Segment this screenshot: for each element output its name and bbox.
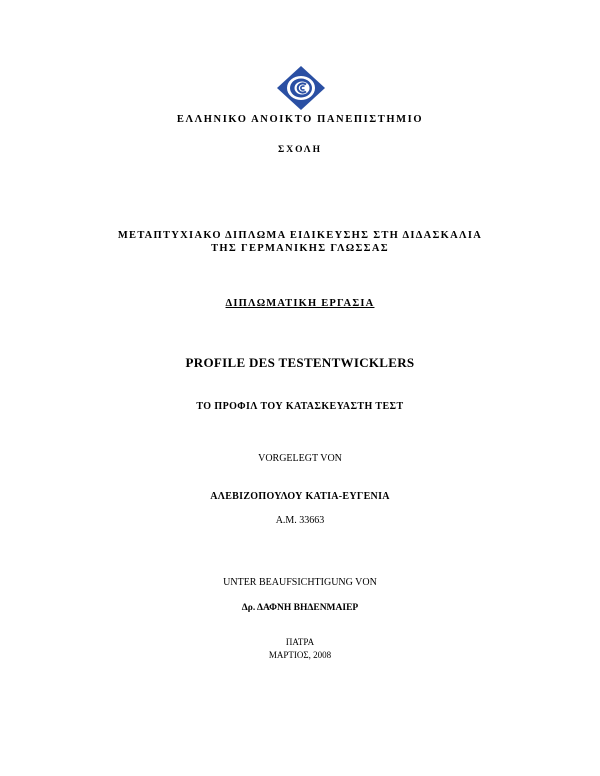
student-id: A.M. 33663 — [275, 515, 325, 526]
thesis-type — [0, 298, 600, 309]
author-name: ΑΛΕΒΙΖΟΠΟΥΛΟΥ ΚΑΤΙΑ-ΕΥΓΕΝΙΑ — [210, 491, 390, 502]
school-name: ΣΧΟΛΗ — [278, 145, 322, 155]
program-title-line-1: ΜΕΤΑΠΤΥΧΙΑΚΟ ΔΙΠΛΩΜΑ ΕΙΔΙΚΕΥΣΗΣ ΣΤΗ ΔΙΔΑΣΚΑΛΙΑ — [117, 230, 483, 241]
university-emblem-icon — [277, 66, 325, 110]
city: ΠΑΤΡΑ — [285, 637, 315, 647]
date: ΜΑΡΤΙΟΣ, 2008 — [268, 650, 332, 660]
program-title-line-2: ΤΗΣ ΓΕΡΜΑΝΙΚΗΣ ΓΛΩΣΣΑΣ — [211, 243, 389, 254]
submitted-by-label: VORGELEGT VON — [258, 453, 342, 464]
thesis-title-german: PROFILE DES TESTENTWICKLERS — [185, 355, 415, 370]
supervisor-name: Δρ. ΔΑΦΝΗ ΒΗΔΕΝΜΑΙΕΡ — [241, 603, 359, 613]
thesis-title-greek: ΤΟ ΠΡΟΦΙΛ ΤΟΥ ΚΑΤΑΣΚΕΥΑΣΤΗ ΤΕΣΤ — [196, 401, 404, 412]
thesis-type-text: ΔΙΠΛΩΜΑΤΙΚΗ ΕΡΓΑΣΙΑ — [225, 298, 375, 309]
university-name: ΕΛΛΗΝΙΚΟ ΑΝΟΙΚΤΟ ΠΑΝΕΠΙΣΤΗΜΙΟ — [176, 114, 424, 125]
supervision-label: UNTER BEAUFSICHTIGUNG VON — [223, 577, 377, 588]
